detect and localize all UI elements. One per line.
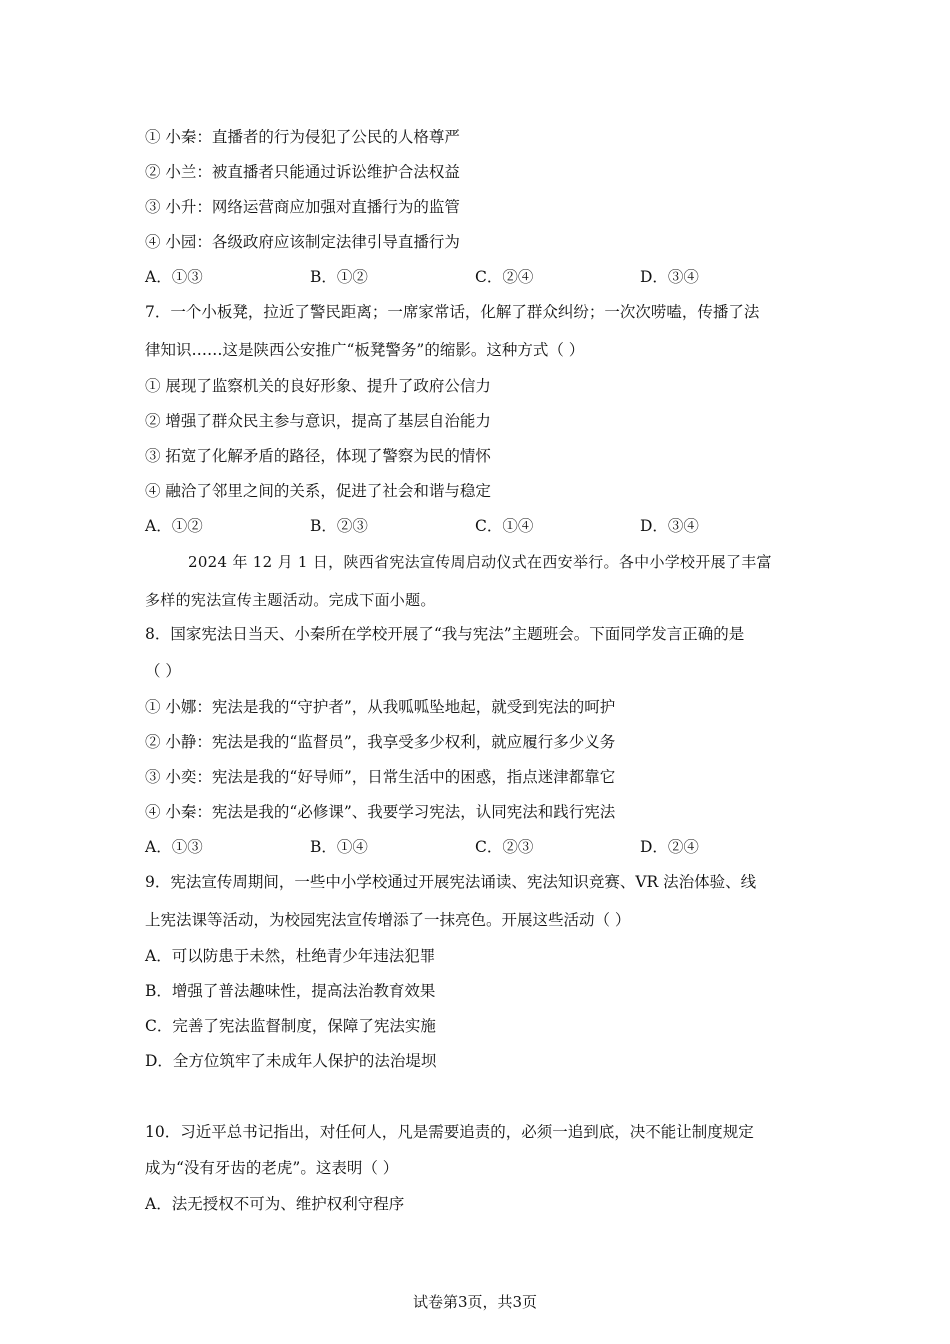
- q8-statement-2: ② 小静：宪法是我的“监督员”，我享受多少权利，就应履行多少义务: [145, 733, 616, 751]
- q7-option-a: A．①②: [145, 517, 203, 535]
- q7-option-d: D．③④: [640, 517, 699, 535]
- q7-options: [145, 516, 865, 536]
- q9-option-c: C．完善了宪法监督制度，保障了宪法实施: [145, 1017, 436, 1035]
- q6-statement-3: ③ 小升：网络运营商应加强对直播行为的监管: [145, 198, 460, 216]
- q9-option-d: D．全方位筑牢了未成年人保护的法治堤坝: [145, 1052, 437, 1070]
- q6-option-c: C．②④: [475, 268, 534, 286]
- q9-stem-line-1: 9．宪法宣传周期间，一些中小学校通过开展宪法诵读、宪法知识竞赛、VR 法治体验、线: [145, 873, 757, 891]
- q6-option-a: A．①③: [145, 268, 203, 286]
- q10-stem-line-1: 10．习近平总书记指出，对任何人，凡是需要追责的，必须一追到底，决不能让制度规定: [145, 1123, 754, 1141]
- q7-stem-line-2: 律知识……这是陕西公安推广“板凳警务”的缩影。这种方式（ ）: [145, 341, 585, 359]
- q8-option-b: B．①④: [310, 838, 368, 856]
- intro-line-1: 2024 年 12 月 1 日，陕西省宪法宣传周启动仪式在西安举行。各中小学校开展了丰富: [188, 553, 772, 571]
- q6-option-b: B．①②: [310, 268, 368, 286]
- q7-option-b: B．②③: [310, 517, 368, 535]
- q7-option-c: C．①④: [475, 517, 534, 535]
- q7-statement-1: ① 展现了监察机关的良好形象、提升了政府公信力: [145, 377, 491, 395]
- q9-option-b: B．增强了普法趣味性，提高法治教育效果: [145, 982, 436, 1000]
- q8-statement-1: ① 小娜：宪法是我的“守护者”，从我呱呱坠地起，就受到宪法的呵护: [145, 698, 616, 716]
- q7-stem-line-1: 7．一个小板凳，拉近了警民距离；一席家常话，化解了群众纠纷；一次次唠嗑，传播了法: [145, 303, 760, 321]
- q9-stem-line-2: 上宪法课等活动，为校园宪法宣传增添了一抹亮色。开展这些活动（ ）: [145, 911, 631, 929]
- q10-stem-line-2: 成为“没有牙齿的老虎”。这表明（ ）: [145, 1159, 399, 1177]
- q6-statement-1: ① 小秦：直播者的行为侵犯了公民的人格尊严: [145, 128, 460, 146]
- page-footer: 试卷第3页，共3页: [412, 1293, 538, 1311]
- q8-stem-line-1: 8．国家宪法日当天、小秦所在学校开展了“我与宪法”主题班会。下面同学发言正确的是: [145, 625, 745, 643]
- q7-statement-2: ② 增强了群众民主参与意识，提高了基层自治能力: [145, 412, 491, 430]
- q6-option-d: D．③④: [640, 268, 699, 286]
- q6-statement-4: ④ 小园：各级政府应该制定法律引导直播行为: [145, 233, 460, 251]
- q8-option-a: A．①③: [145, 838, 203, 856]
- q8-option-d: D．②④: [640, 838, 699, 856]
- q8-stem-line-2: （ ）: [145, 662, 181, 680]
- q7-statement-4: ④ 融洽了邻里之间的关系，促进了社会和谐与稳定: [145, 482, 491, 500]
- q8-statement-4: ④ 小秦：宪法是我的“必修课”、我要学习宪法，认同宪法和践行宪法: [145, 803, 616, 821]
- q9-option-a: A．可以防患于未然，杜绝青少年违法犯罪: [145, 947, 436, 965]
- q7-statement-3: ③ 拓宽了化解矛盾的路径，体现了警察为民的情怀: [145, 447, 491, 465]
- q6-statement-2: ② 小兰：被直播者只能通过诉讼维护合法权益: [145, 163, 460, 181]
- q6-options: [145, 267, 865, 287]
- q8-statement-3: ③ 小奕：宪法是我的“好导师”，日常生活中的困惑，指点迷津都靠它: [145, 768, 616, 786]
- q8-options: [145, 837, 865, 857]
- intro-line-2: 多样的宪法宣传主题活动。完成下面小题。: [145, 591, 436, 609]
- q10-option-a: A．法无授权不可为、维护权利守程序: [145, 1195, 405, 1213]
- q8-option-c: C．②③: [475, 838, 534, 856]
